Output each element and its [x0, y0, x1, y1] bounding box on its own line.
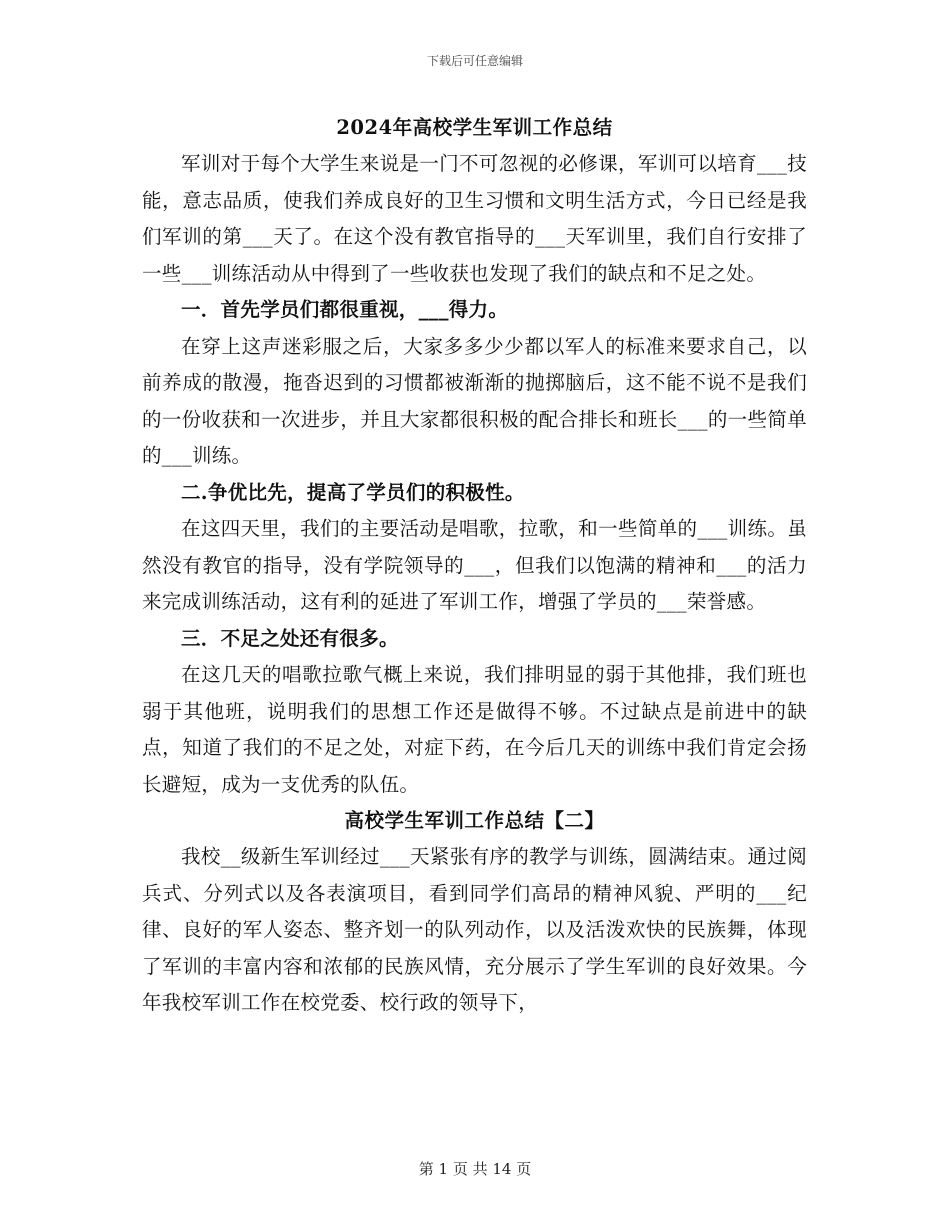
section-heading-1: 一．首先学员们都很重视，___得力。 [181, 298, 509, 321]
section-heading-3: 三．不足之处还有很多。 [181, 626, 399, 650]
second-document-paragraph: 我校__级新生军训经过___天紧张有序的教学与训练，圆满结束。通过阅兵式、分列式以及各表演项目，看到同学们高昂的精神风貌、严明的___纪律、良好的军人姿态、整齐划一的队列动作，以及活泼欢快的民族舞，体现了军训的丰富内容和浓郁的民族风情，充分展示了学生军训的良好效果。今年我校军训工作在校党委、校行政的领导下， [142, 845, 807, 1014]
section-body-3: 在这几天的唱歌拉歌气概上来说，我们排明显的弱于其他排，我们班也弱于其他班，说明我们的思想工作还是做得不够。不过缺点是前进中的缺点，知道了我们的不足之处，对症下药，在今后几天的训练中我们肯定会扬长避短，成为一支优秀的队伍。 [142, 663, 807, 796]
page-number: 第 1 页 共 14 页 [418, 1160, 532, 1178]
intro-paragraph: 军训对于每个大学生来说是一门不可忽视的必修课，军训可以培育___技能，意志品质，使我们养成良好的卫生习惯和文明生活方式，今日已经是我们军训的第___天了。在这个没有教官指导的___天军训里，我们自行安排了一些___训练活动从中得到了一些收获也发现了我们的缺点和不足之处。 [142, 152, 807, 285]
document-body [142, 110, 807, 1022]
section-body-2: 在这四天里，我们的主要活动是唱歌，拉歌，和一些简单的___训练。虽然没有教官的指导，没有学院领导的___，但我们以饱满的精神和___的活力来完成训练活动，这有利的延进了军训工作，增强了学员的___荣誉感。 [142, 517, 807, 613]
section-heading-2: 二.争优比先，提高了学员们的积极性。 [181, 480, 525, 504]
section-body-1: 在穿上这声迷彩服之后，大家多多少少都以军人的标准来要求自己，以前养成的散漫，拖沓迟到的习惯都被渐渐的抛掷脑后，这不能不说不是我们的一份收获和一次进步，并且大家都很积极的配合排长和班长___的一些简单的___训练。 [142, 334, 807, 467]
page-header-note: 下载后可任意编辑 [426, 54, 523, 68]
document-title: 2024年高校学生军训工作总结 [336, 116, 613, 139]
second-document-title: 高校学生军训工作总结【二】 [344, 809, 605, 832]
